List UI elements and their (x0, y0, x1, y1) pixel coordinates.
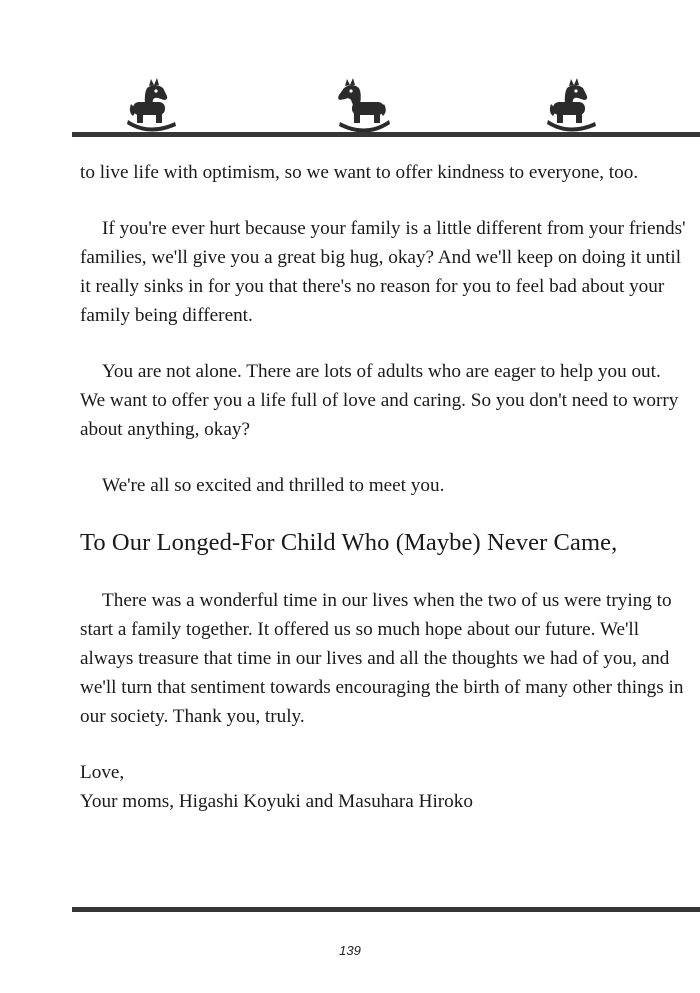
rocking-horse-icon (336, 78, 390, 134)
signoff (80, 758, 686, 816)
header-divider (72, 132, 700, 137)
footer-divider (72, 907, 700, 912)
paragraph: If you're ever hurt because your family is a little different from your friends' families, we'll give you a great big hug, okay? And we'll keep on doing it until it really sinks in for you that there's no reason for you to feel bad about your family being different. (80, 218, 686, 326)
letter-salutation-heading: To Our Longed-For Child Who (Maybe) Never Came, (80, 529, 618, 556)
signoff-closing: Love, (80, 762, 125, 783)
paragraph: We're all so excited and thrilled to meet you. (102, 475, 445, 496)
paragraph: There was a wonderful time in our lives when the two of us were trying to start a family together. It offered us so much hope about our future. We'll always treasure that time in our lives and all the thoughts we had of you, and we'll turn that sentiment towards encouraging the birth of many other things in our society. Thank you, truly. (80, 590, 684, 727)
paragraph: You are not alone. There are lots of adults who are eager to help you out. We want to offer you a life full of love and caring. So you don't need to worry about anything, okay? (80, 361, 679, 440)
page-header (72, 78, 700, 140)
rocking-horse-icon (127, 78, 181, 134)
page-number: 139 (339, 943, 361, 958)
paragraph-continued: to live life with optimism, so we want to offer kindness to everyone, too. (80, 162, 639, 183)
letter-body (80, 158, 686, 816)
signoff-signature: Your moms, Higashi Koyuki and Masuhara Hiroko (80, 791, 473, 812)
rocking-horse-icon (547, 78, 601, 134)
